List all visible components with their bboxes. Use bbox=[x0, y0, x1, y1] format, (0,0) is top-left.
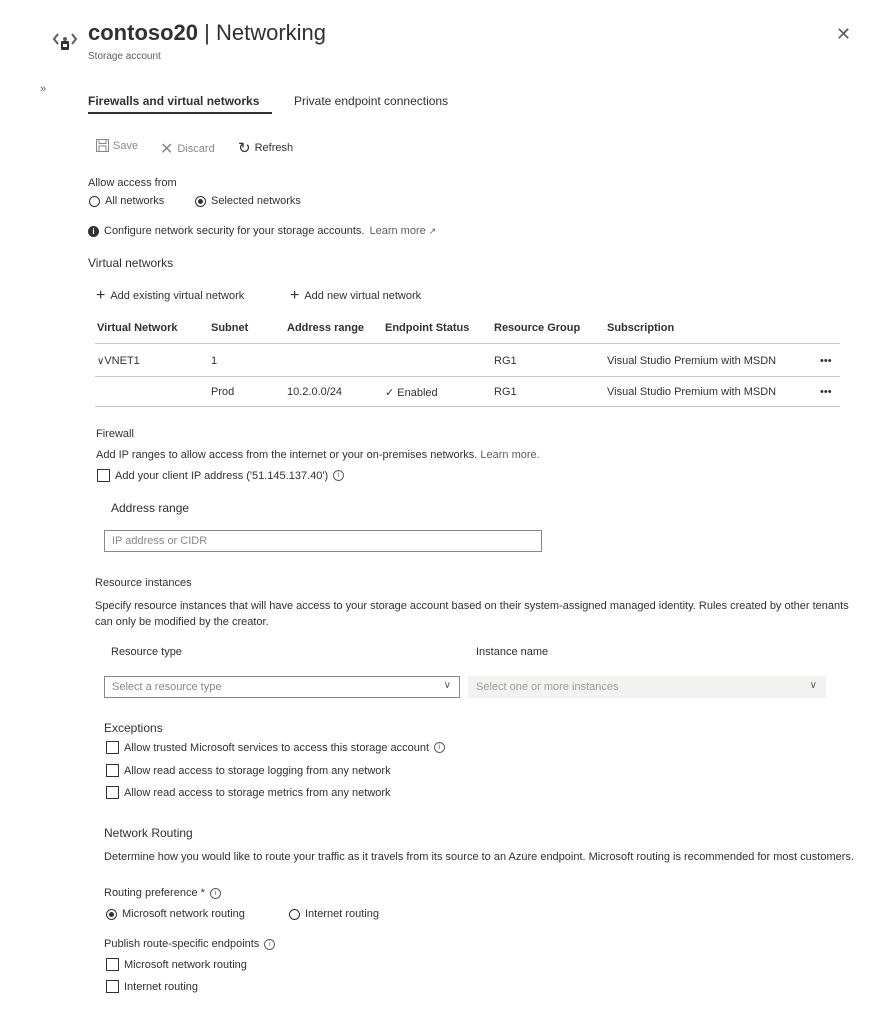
routing-preference-label bbox=[104, 887, 221, 899]
allow-access-label: Allow access from bbox=[88, 177, 177, 189]
publish-internet-routing[interactable] bbox=[106, 980, 198, 993]
chevron-down-icon[interactable]: ∨ bbox=[97, 356, 105, 367]
publish-microsoft-checkbox[interactable] bbox=[106, 958, 119, 971]
learn-more-link[interactable]: Learn more ↗ bbox=[369, 225, 437, 237]
firewall-learn-more-link[interactable]: Learn more. bbox=[480, 449, 540, 461]
publish-endpoints-label bbox=[104, 938, 275, 950]
virtual-networks-heading: Virtual networks bbox=[88, 256, 174, 270]
more-options-icon[interactable]: ••• bbox=[820, 355, 832, 367]
info-icon[interactable]: i bbox=[264, 939, 275, 950]
vnet-name: VNET1 bbox=[104, 355, 140, 367]
selected-networks-option[interactable] bbox=[195, 195, 301, 207]
tab-firewalls-virtual-networks[interactable]: Firewalls and virtual networks bbox=[88, 94, 260, 108]
publish-endpoints-text: Publish route-specific endpoints bbox=[104, 938, 260, 950]
endpoint-status-value: Enabled bbox=[397, 387, 438, 399]
save-label: Save bbox=[113, 139, 139, 152]
instance-name-dropdown bbox=[468, 676, 826, 698]
internet-routing-option[interactable] bbox=[289, 908, 379, 920]
internet-routing-radio[interactable] bbox=[289, 909, 300, 920]
address-range-input[interactable]: IP address or CIDR bbox=[104, 530, 542, 552]
column-header-resource-group: Resource Group bbox=[494, 322, 581, 334]
discard-label: Discard bbox=[177, 143, 215, 155]
save-button[interactable] bbox=[96, 139, 138, 152]
exception-trusted-services[interactable] bbox=[106, 741, 445, 754]
add-client-ip-checkbox[interactable] bbox=[97, 469, 110, 482]
page-title bbox=[88, 20, 326, 46]
microsoft-routing-option[interactable] bbox=[106, 908, 245, 920]
page-subtitle: Storage account bbox=[88, 51, 161, 62]
table-row[interactable] bbox=[97, 355, 140, 367]
table-divider bbox=[95, 406, 840, 407]
resource-instances-description: Specify resource instances that will have access to your storage account based on their system-assigned managed identity. Rules created by other tenants can only be modified by the creator. bbox=[95, 600, 849, 628]
column-header-subnet: Subnet bbox=[211, 322, 249, 334]
info-icon[interactable]: i bbox=[434, 742, 445, 753]
column-header-virtual-network: Virtual Network bbox=[97, 322, 178, 334]
firewall-description bbox=[96, 447, 540, 463]
table-divider bbox=[95, 376, 840, 377]
column-header-address-range: Address range bbox=[287, 322, 365, 334]
active-tab-indicator bbox=[88, 112, 272, 114]
configure-info-row bbox=[88, 225, 436, 237]
instance-placeholder: Select one or more instances bbox=[476, 681, 619, 693]
resource-instances-heading: Resource instances bbox=[95, 577, 192, 589]
all-networks-option[interactable] bbox=[89, 195, 164, 207]
network-routing-description: Determine how you would like to route your traffic as it travels from its source to an Azure endpoint. Microsoft routing is recommended for most customers. bbox=[104, 851, 854, 863]
logging-checkbox[interactable] bbox=[106, 764, 119, 777]
chevron-down-icon: ∨ bbox=[809, 680, 817, 691]
resource-group-cell: RG1 bbox=[494, 386, 517, 398]
exception-logging[interactable] bbox=[106, 764, 391, 777]
trusted-services-label: Allow trusted Microsoft services to access this storage account bbox=[124, 741, 430, 754]
info-icon: i bbox=[88, 226, 99, 237]
microsoft-routing-radio[interactable] bbox=[106, 909, 117, 920]
resource-name: contoso20 bbox=[88, 20, 199, 45]
microsoft-routing-label: Microsoft network routing bbox=[122, 908, 245, 920]
metrics-checkbox[interactable] bbox=[106, 786, 119, 799]
endpoint-status-cell bbox=[385, 386, 438, 399]
chevron-down-icon: ∨ bbox=[443, 680, 451, 691]
subscription-cell: Visual Studio Premium with MSDN bbox=[607, 386, 777, 398]
publish-microsoft-routing[interactable] bbox=[106, 958, 247, 971]
configure-info-text: Configure network security for your storage accounts. bbox=[104, 225, 365, 237]
external-link-icon: ↗ bbox=[428, 226, 437, 236]
more-options-icon[interactable]: ••• bbox=[820, 386, 832, 398]
firewall-heading: Firewall bbox=[96, 428, 134, 440]
resource-group-cell: RG1 bbox=[494, 355, 517, 367]
refresh-button[interactable] bbox=[238, 139, 293, 157]
routing-preference-text: Routing preference * bbox=[104, 887, 205, 899]
trusted-services-checkbox[interactable] bbox=[106, 741, 119, 754]
exception-metrics[interactable] bbox=[106, 786, 391, 799]
info-icon[interactable]: i bbox=[210, 888, 221, 899]
publish-microsoft-label: Microsoft network routing bbox=[124, 958, 247, 971]
instance-name-label: Instance name bbox=[476, 646, 549, 658]
add-client-ip-label: Add your client IP address ('51.145.137.40') bbox=[115, 469, 329, 482]
firewall-description-text: Add IP ranges to allow access from the internet or your on-premises networks. bbox=[96, 449, 478, 461]
internet-routing-label: Internet routing bbox=[305, 908, 379, 920]
add-icon: + bbox=[96, 287, 106, 304]
add-existing-vnet-button[interactable] bbox=[96, 287, 244, 305]
all-networks-label: All networks bbox=[105, 195, 165, 207]
network-routing-heading: Network Routing bbox=[104, 826, 193, 840]
table-divider bbox=[95, 343, 840, 344]
tab-private-endpoint-connections[interactable]: Private endpoint connections bbox=[294, 94, 449, 108]
all-networks-radio[interactable] bbox=[89, 196, 100, 207]
resource-type-dropdown[interactable] bbox=[104, 676, 460, 698]
expand-menu-icon[interactable]: » bbox=[40, 83, 47, 95]
add-existing-vnet-label: Add existing virtual network bbox=[110, 290, 245, 302]
close-icon[interactable]: ✕ bbox=[836, 24, 852, 44]
column-header-subscription: Subscription bbox=[607, 322, 675, 334]
resource-type-placeholder: Select a resource type bbox=[112, 681, 222, 693]
refresh-label: Refresh bbox=[254, 142, 294, 154]
checkmark-icon: ✓ bbox=[385, 387, 395, 399]
subnet-cell: Prod bbox=[211, 386, 235, 398]
column-header-endpoint-status: Endpoint Status bbox=[385, 322, 470, 334]
resource-type-label: Resource type bbox=[111, 646, 182, 658]
publish-internet-label: Internet routing bbox=[124, 980, 198, 993]
save-icon bbox=[96, 139, 109, 152]
add-new-vnet-button[interactable] bbox=[290, 287, 421, 305]
metrics-label: Allow read access to storage metrics from any network bbox=[124, 786, 391, 799]
blade-name: | Networking bbox=[198, 20, 327, 45]
storage-network-icon bbox=[52, 26, 78, 52]
exceptions-heading: Exceptions bbox=[104, 721, 163, 735]
discard-button[interactable] bbox=[160, 139, 215, 159]
logging-label: Allow read access to storage logging from any network bbox=[124, 764, 391, 777]
add-new-vnet-label: Add new virtual network bbox=[304, 290, 422, 302]
subscription-cell: Visual Studio Premium with MSDN bbox=[607, 355, 777, 367]
refresh-icon: ↻ bbox=[238, 140, 251, 157]
publish-internet-checkbox[interactable] bbox=[106, 980, 119, 993]
add-client-ip-option[interactable] bbox=[97, 469, 344, 482]
subnet-cell: 1 bbox=[211, 355, 218, 367]
add-icon: + bbox=[290, 287, 300, 304]
discard-icon: ✕ bbox=[160, 141, 174, 158]
selected-networks-label: Selected networks bbox=[211, 195, 301, 207]
address-range-cell: 10.2.0.0/24 bbox=[287, 386, 343, 398]
info-icon[interactable]: i bbox=[333, 470, 344, 481]
selected-networks-radio[interactable] bbox=[195, 196, 206, 207]
address-range-label: Address range bbox=[111, 501, 190, 515]
